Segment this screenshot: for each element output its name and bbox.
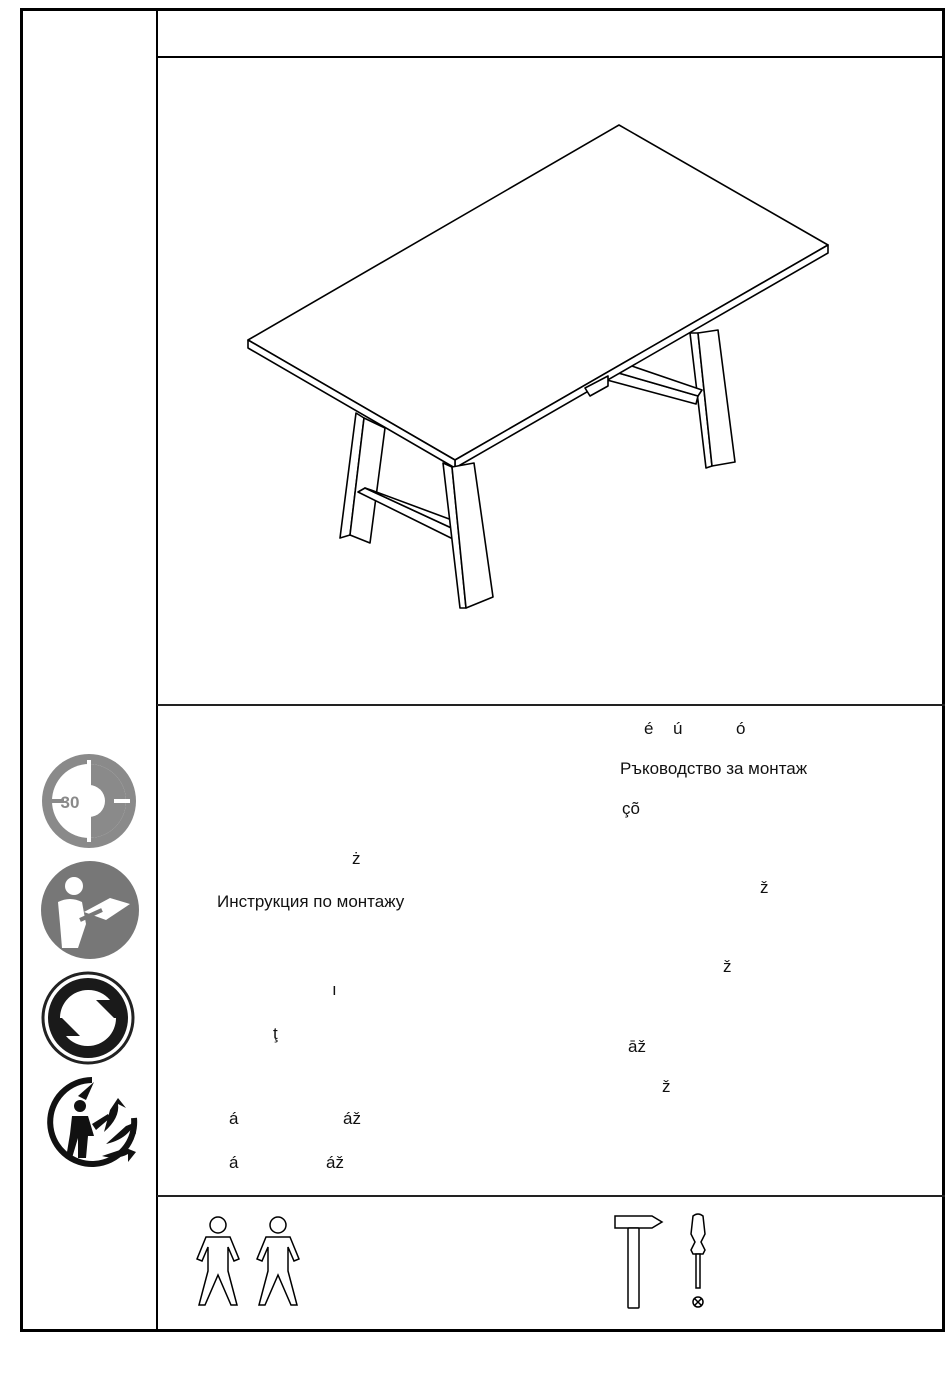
languages-divider (157, 1195, 945, 1197)
duration-badge: 30 (60, 793, 80, 812)
language-entry: ı (332, 980, 337, 999)
language-entry: á (229, 1109, 239, 1128)
person-icon (253, 1215, 303, 1307)
tidyman-recycle-icon (44, 1074, 140, 1170)
illustration-divider (157, 704, 945, 706)
language-entry: çõ (622, 799, 640, 818)
language-entry: é (644, 719, 654, 738)
language-entry: ž (662, 1077, 671, 1096)
timer-30-icon (40, 752, 138, 850)
green-dot-recycle-icon (40, 970, 136, 1066)
language-entry: á (229, 1153, 239, 1172)
language-entry: ó (736, 719, 746, 738)
language-entry: Ръководство за монтаж (620, 759, 808, 778)
language-entry: ž (723, 957, 732, 976)
language-entry: áž (343, 1109, 361, 1128)
person-icon (193, 1215, 243, 1307)
language-entry: ţ (273, 1024, 278, 1043)
phillips-screwdriver-icon (684, 1212, 714, 1312)
language-entry: ż (352, 849, 361, 868)
language-entry: ú (673, 719, 683, 738)
hammer-icon (612, 1213, 666, 1311)
language-entry: áž (326, 1153, 344, 1172)
language-entry: Инструкция по монтажу (217, 892, 405, 911)
language-entry: ž (760, 878, 769, 897)
read-manual-icon (40, 860, 140, 960)
language-entry: āž (628, 1037, 646, 1056)
